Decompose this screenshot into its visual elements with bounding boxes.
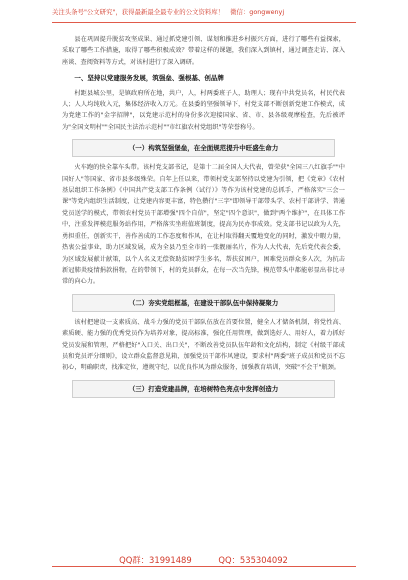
footer-qq-group: QQ群：31991489 [119, 555, 192, 565]
header-rule [52, 22, 356, 23]
footer-rule [52, 566, 356, 567]
section-heading: 一、坚持以党建服务发展，筑强垒、强根基、创品牌 [74, 74, 224, 83]
subheading-box-2: （二）夯实党组框基，在建设干部队伍中保持凝聚力 [72, 294, 335, 312]
document-body [62, 34, 345, 403]
header-banner [52, 5, 356, 19]
leadership-paragraph: 火车跑的快全靠车头带。该村党支部书记，是第十二届全国人大代表，曾荣获"全国三八红旗手""中国好人"等国家、省市县多级殊荣。自年上任以来，带领村党支部坚持以党建为引领，把《党章》《农村基层组织工作条例》《中国共产党支部工作条例（试行）》等作为该村党建的总抓手，严格落实"三会一课"等党内组织生活制度，让党建内容更丰富，特色攒行"三字"即领导干部带头学、农村干部讲学、普通党员送学的模式，带领农村党员干部增强"四个自信"，坚定"四个意识"，做到"两个维护"，在具体工作中，注重发挥模范服务站作用，严格落实坐班值班制度，提高为民办事成效。党支部书记以政为人先，勇担重任，创新实干，善作善成的工作态度和作风，在让村取得翻天覆地变化的同时，激发中暇力量，热衷公益事业，助力区域发展，成为全县乃至全市的一张靓丽名片，作为人大代表，先后党代表会委，为区域发展献计献策，以个人名义无偿资助贫困学生多名，帮扶贫困户，困难党员群众多人次，为抗击新冠肺炎疫情捐款捐物，在的带领下，村的党员群众，在每一次当先锋，模范带头中都能彰显出非比寻常的向心力。 [62, 164, 345, 286]
village-overview-paragraph: 村距县城公里，是镇政府所在地，共户，人，村两委班子人，助理人；现有中共党员名，村民代表人；人人均纯收入元，集体经济收入万元。在县委的坚强领导下，村党支部不断创新党建工作模式，成为党建工作的"金字招牌"，以党建示范村的身份多次迎接国家、省、市、县各级观摩检查，先后被评为"全国文明村""全国民主法治示范村""市红旗农村党组织"等荣誉称号。 [62, 89, 345, 131]
banner-wechat: 微信：gongwenyj [230, 8, 285, 16]
footer-qq: QQ：535304092 [218, 555, 288, 565]
subheading-box-1: （一）构筑坚强堡垒，在全面规范提升中旺盛生命力 [72, 139, 335, 157]
intro-paragraph: 县在巩固提升脱贫攻坚成果、通过抓党建引领、谋划和推进乡村振兴方面，进行了哪些有益探索，采取了哪些工作措施，取得了哪些积极成效？带着这样的课题，我们深入到镇村，通过调查走访、深入座谈、查阅资料等方式，对该村进行了深入调研。 [62, 36, 345, 66]
cadre-paragraph: 该村把建设一支素质高、战斗力强的党员干部队伍放在首要位置，健全人才储备机制，将党性高、素质硬、能力强的优秀党员作为培养对象，提高标准，强化任用管理，做到选好人、用好人，着力抓好党员发展和管理，严格把好"入口关、出口关"，不断改善党员队伍年龄和文化结构，制定《村级干部成员和党员评分细则》，设立群众监督意见箱，加强党员干部作风建设，要求村"两委"班子成员和党员不忘初心，明确职责，找准定位，遵规守纪，以优良作风为群众服务，加强教育培训，突破"不会干"瓶颈。 [62, 318, 345, 372]
banner-text: 关注头条号"公文研究"，获得最新最全最专业的公文资料库！ [52, 8, 225, 16]
subheading-box-3: （三）打造党建品牌，在培树特色亮点中发挥创造力 [72, 380, 335, 398]
footer-contact [62, 554, 345, 566]
